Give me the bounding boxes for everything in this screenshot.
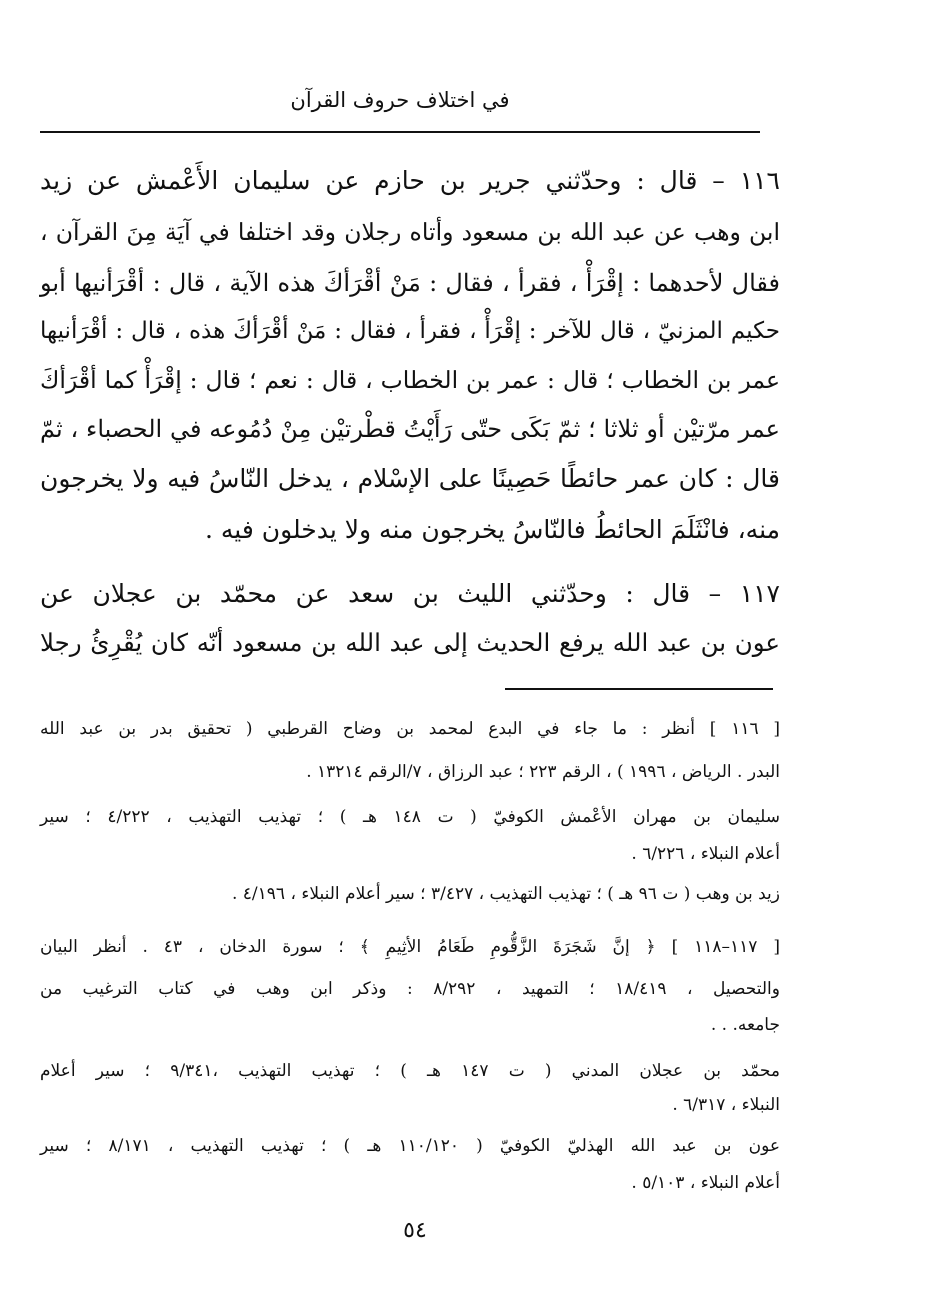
- main-text-line: عمر بن الخطاب ؛ قال : عمر بن الخطاب ، قال : نعم ؛ قال : إقْرَأْ كما أقْرَأكَ: [40, 366, 780, 394]
- main-text-line: فقال لأحدهما : إقْرَأْ ، فقرأ ، فقال : مَنْ أقْرَأكَ هذه الآية ، قال : أقْرَأنيها أبو: [40, 269, 780, 297]
- main-text-line: قال : كان عمر حائطًا حَصِينًا على الإسْلام ، يدخل النّاسُ فيه ولا يخرجون: [40, 464, 780, 493]
- footnote-line: النبلاء ، ٦/٣١٧ .: [672, 1095, 780, 1115]
- main-text-line: حكيم المزنيّ ، قال للآخر : إقْرَأْ ، فقرأ ، فقال : مَنْ أقْرَأكَ هذه ، قال : أقْرَأنيها: [40, 318, 780, 344]
- main-text-line: ١١٦ – قال : وحدّثني جرير بن حازم عن سليمان الأَعْمش عن زيد: [40, 166, 780, 195]
- footnote-rule: [505, 688, 773, 690]
- footnote-line: جامعه. . .: [710, 1015, 780, 1035]
- header-rule: [40, 131, 760, 133]
- main-text-line: منه، فانْثَلَمَ الحائطُ فالنّاسُ يخرجون منه ولا يدخلون فيه .: [205, 515, 780, 544]
- footnote-line: [ ١١٦ ] أنظر : ما جاء في البدع لمحمد بن وضاح القرطبي ( تحقيق بدر بن عبد الله: [40, 719, 780, 739]
- footnote-line: أعلام النبلاء ، ٥/١٠٣ .: [631, 1173, 780, 1193]
- footnote-line: [ ١١٧–١١٨ ] ﴿ إنَّ شَجَرَةَ الزَّقُّومِ طَعَامُ الأثِيمِ ﴾ ؛ سورة الدخان ، ٤٣ . أنظر البيان: [40, 937, 780, 957]
- main-text-line: ابن وهب عن عبد الله بن مسعود وأتاه رجلان وقد اختلفا في آيَة مِنَ القرآن ،: [40, 218, 780, 246]
- footnote-line: زيد بن وهب ( ت ٩٦ هـ ) ؛ تهذيب التهذيب ، ٣/٤٢٧ ؛ سير أعلام النبلاء ، ٤/١٩٦ .: [231, 884, 780, 904]
- footnote-line: أعلام النبلاء ، ٦/٢٢٦ .: [631, 844, 780, 864]
- footnote-line: البدر . الرياض ، ١٩٩٦ ) ، الرقم ٢٢٣ ؛ عبد الرزاق ، ٧/الرقم ١٣٢١٤ .: [306, 762, 780, 782]
- main-text-line: عون بن عبد الله يرفع الحديث إلى عبد الله بن مسعود أنّه كان يُقْرِئُ رجلا: [40, 628, 780, 657]
- main-text-line: ١١٧ – قال : وحدّثني الليث بن سعد عن محمّد بن عجلان عن: [40, 579, 780, 608]
- footnote-line: محمّد بن عجلان المدني ( ت ١٤٧ هـ ) ؛ تهذيب التهذيب ،٩/٣٤١ ؛ سير أعلام: [40, 1061, 781, 1081]
- main-text-line: عمر مرّتيْن أو ثلاثا ؛ ثمّ بَكَى حتّى رَأَيْتُ قطْرتيْن مِنْ دُمُوعه في الحصباء ، ثمّ: [40, 415, 780, 443]
- running-head-title: في اختلاف حروف القرآن: [290, 88, 510, 112]
- footnote-line: عون بن عبد الله الهذليّ الكوفيّ ( ١١٠/١٢٠ هـ ) ؛ تهذيب التهذيب ، ٨/١٧١ ؛ سير: [40, 1136, 781, 1156]
- page-number: ٥٤: [403, 1218, 427, 1243]
- footnote-line: سليمان بن مهران الأعْمش الكوفيّ ( ت ١٤٨ هـ ) ؛ تهذيب التهذيب ، ٤/٢٢٢ ؛ سير: [40, 807, 781, 827]
- footnote-line: والتحصيل ، ١٨/٤١٩ ؛ التمهيد ، ٨/٢٩٢ : وذكر ابن وهب في كتاب الترغيب من: [40, 979, 780, 999]
